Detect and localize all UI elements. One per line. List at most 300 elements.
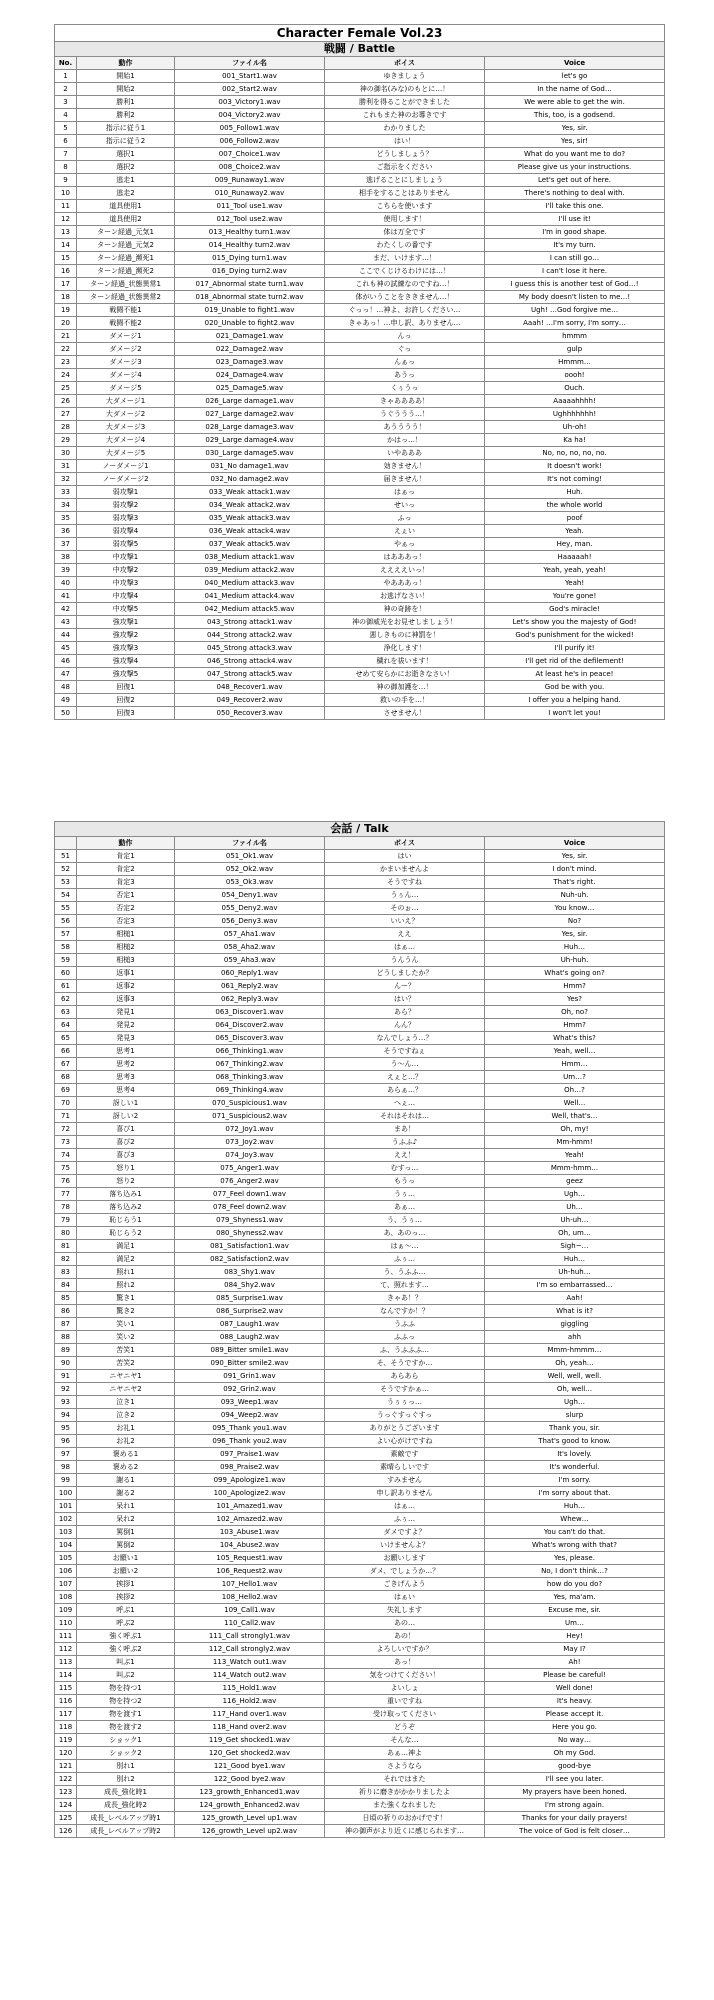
cell-voice-en: slurp — [485, 1409, 665, 1422]
cell-action: ニヤニヤ1 — [77, 1370, 175, 1383]
cell-no: 11 — [55, 200, 77, 213]
table-row — [55, 1201, 665, 1214]
cell-voice-en: Um… — [485, 1617, 665, 1630]
table-row — [55, 668, 665, 681]
cell-voice-en: God's miracle! — [485, 603, 665, 616]
cell-voice-en: Hmm? — [485, 980, 665, 993]
cell-voice-jp: そ、そうですか… — [325, 1357, 485, 1370]
cell-voice-jp: いやあああ — [325, 447, 485, 460]
cell-voice-en: No? — [485, 915, 665, 928]
cell-file: 072_Joy1.wav — [175, 1123, 325, 1136]
cell-no: 1 — [55, 70, 77, 83]
battle-table-sheet — [54, 24, 664, 720]
cell-file: 103_Abuse1.wav — [175, 1526, 325, 1539]
cell-voice-jp: やあああっ！ — [325, 577, 485, 590]
table-row — [55, 317, 665, 330]
cell-no: 75 — [55, 1162, 77, 1175]
cell-no: 115 — [55, 1682, 77, 1695]
cell-action: 泣き1 — [77, 1396, 175, 1409]
cell-voice-en: Well… — [485, 1097, 665, 1110]
cell-file: 062_Reply3.wav — [175, 993, 325, 1006]
table-row — [55, 876, 665, 889]
table-row — [55, 1682, 665, 1695]
cell-file: 100_Apologize2.wav — [175, 1487, 325, 1500]
cell-file: 064_Discover2.wav — [175, 1019, 325, 1032]
cell-voice-en: I guess this is another test of God…! — [485, 278, 665, 291]
cell-file: 078_Feel down2.wav — [175, 1201, 325, 1214]
cell-voice-jp: あうううう！ — [325, 421, 485, 434]
table-row — [55, 83, 665, 96]
cell-no: 41 — [55, 590, 77, 603]
cell-no: 89 — [55, 1344, 77, 1357]
cell-action: 選択1 — [77, 148, 175, 161]
cell-action: 開始1 — [77, 70, 175, 83]
cell-no: 27 — [55, 408, 77, 421]
table-row — [55, 1773, 665, 1786]
table-row — [55, 551, 665, 564]
cell-action: 道具使用1 — [77, 200, 175, 213]
cell-voice-en: Hey, man. — [485, 538, 665, 551]
cell-voice-jp: あの！ — [325, 1630, 485, 1643]
cell-file: 107_Hello1.wav — [175, 1578, 325, 1591]
cell-voice-jp: ありがとうございます — [325, 1422, 485, 1435]
cell-action: 中攻撃3 — [77, 577, 175, 590]
cell-no: 79 — [55, 1214, 77, 1227]
cell-no: 118 — [55, 1721, 77, 1734]
cell-action: 選択2 — [77, 161, 175, 174]
cell-action: 物を渡す2 — [77, 1721, 175, 1734]
table-row — [55, 161, 665, 174]
cell-action: 弱攻撃4 — [77, 525, 175, 538]
column-header-row — [55, 837, 665, 850]
cell-voice-en: I'm sorry. — [485, 1474, 665, 1487]
table-row — [55, 850, 665, 863]
table-row — [55, 109, 665, 122]
cell-action: 大ダメージ2 — [77, 408, 175, 421]
cell-file: 011_Tool use1.wav — [175, 200, 325, 213]
cell-action: 指示に従う2 — [77, 135, 175, 148]
table-row — [55, 265, 665, 278]
cell-no: 15 — [55, 252, 77, 265]
cell-file: 005_Follow1.wav — [175, 122, 325, 135]
cell-action: 勝利1 — [77, 96, 175, 109]
cell-no: 94 — [55, 1409, 77, 1422]
cell-voice-en: Nuh-uh. — [485, 889, 665, 902]
cell-action: 恥じらう2 — [77, 1227, 175, 1240]
table-row — [55, 421, 665, 434]
cell-voice-en: That's right. — [485, 876, 665, 889]
cell-action: 叫ぶ2 — [77, 1669, 175, 1682]
cell-no: 123 — [55, 1786, 77, 1799]
cell-no: 90 — [55, 1357, 77, 1370]
cell-file: 115_Hold1.wav — [175, 1682, 325, 1695]
cell-file: 028_Large damage3.wav — [175, 421, 325, 434]
cell-voice-jp: ええ！ — [325, 1149, 485, 1162]
cell-action: 否定1 — [77, 889, 175, 902]
table-row — [55, 1214, 665, 1227]
cell-action: 強攻撃4 — [77, 655, 175, 668]
cell-voice-en: No way… — [485, 1734, 665, 1747]
cell-no: 116 — [55, 1695, 77, 1708]
cell-file: 019_Unable to fight1.wav — [175, 304, 325, 317]
cell-voice-en: At least he's in peace! — [485, 668, 665, 681]
cell-voice-jp: よいしょ — [325, 1682, 485, 1695]
table-row — [55, 902, 665, 915]
cell-action: 喜び2 — [77, 1136, 175, 1149]
cell-voice-en: Huh… — [485, 1500, 665, 1513]
cell-voice-jp: 神の御加護を…！ — [325, 681, 485, 694]
cell-file: 060_Reply1.wav — [175, 967, 325, 980]
table-row — [55, 629, 665, 642]
cell-file: 003_Victory1.wav — [175, 96, 325, 109]
cell-action: 謝る2 — [77, 1487, 175, 1500]
cell-no: 98 — [55, 1461, 77, 1474]
table-row — [55, 1058, 665, 1071]
table-row — [55, 330, 665, 343]
cell-voice-jp: 重いですね — [325, 1695, 485, 1708]
cell-no: 35 — [55, 512, 77, 525]
cell-file: 055_Deny2.wav — [175, 902, 325, 915]
cell-voice-en: The voice of God is felt closer… — [485, 1825, 665, 1838]
cell-no: 33 — [55, 486, 77, 499]
cell-no: 84 — [55, 1279, 77, 1292]
cell-voice-jp: 効きません！ — [325, 460, 485, 473]
cell-no: 45 — [55, 642, 77, 655]
cell-file: 014_Healthy turn2.wav — [175, 239, 325, 252]
cell-voice-en: Hey! — [485, 1630, 665, 1643]
cell-no: 55 — [55, 902, 77, 915]
cell-voice-en: I don't mind. — [485, 863, 665, 876]
cell-no: 102 — [55, 1513, 77, 1526]
cell-voice-en: What's this? — [485, 1032, 665, 1045]
cell-voice-en: It's wonderful. — [485, 1461, 665, 1474]
table-row — [55, 694, 665, 707]
cell-voice-jp: う～ん… — [325, 1058, 485, 1071]
table-row — [55, 1786, 665, 1799]
cell-voice-jp: 神の御威光をお見せしましょう！ — [325, 616, 485, 629]
table-row — [55, 1279, 665, 1292]
table-row — [55, 1383, 665, 1396]
cell-voice-en: Ouch. — [485, 382, 665, 395]
cell-action: 満足1 — [77, 1240, 175, 1253]
cell-no: 104 — [55, 1539, 77, 1552]
header-voice-jp: ボイス — [325, 837, 485, 850]
cell-voice-jp: て、照れます… — [325, 1279, 485, 1292]
cell-voice-jp: 祈りに磨きがかかりましたよ — [325, 1786, 485, 1799]
cell-voice-en: Oh my God. — [485, 1747, 665, 1760]
cell-voice-jp: 勝利を得ることができました — [325, 96, 485, 109]
cell-voice-jp: あぁ…神よ — [325, 1747, 485, 1760]
cell-voice-en: Huh. — [485, 486, 665, 499]
cell-voice-jp: うふふ♪ — [325, 1136, 485, 1149]
cell-voice-jp: う、うぅ… — [325, 1214, 485, 1227]
cell-voice-jp: ご指示をください — [325, 161, 485, 174]
table-row — [55, 1565, 665, 1578]
cell-action: 落ち込み2 — [77, 1201, 175, 1214]
table-row — [55, 1500, 665, 1513]
cell-file: 068_Thinking3.wav — [175, 1071, 325, 1084]
cell-no: 61 — [55, 980, 77, 993]
table-row — [55, 1422, 665, 1435]
table-row — [55, 642, 665, 655]
cell-voice-en: Please accept it. — [485, 1708, 665, 1721]
table-row — [55, 1721, 665, 1734]
cell-voice-jp: 神の御名(みな)のもとに…！ — [325, 83, 485, 96]
cell-file: 030_Large damage5.wav — [175, 447, 325, 460]
cell-voice-en: I'll get rid of the defilement! — [485, 655, 665, 668]
cell-file: 020_Unable to fight2.wav — [175, 317, 325, 330]
cell-voice-jp: あ、あのっ… — [325, 1227, 485, 1240]
cell-file: 043_Strong attack1.wav — [175, 616, 325, 629]
cell-voice-jp: 穢れを祓います！ — [325, 655, 485, 668]
cell-voice-jp: こちらを使います — [325, 200, 485, 213]
cell-voice-en: how do you do? — [485, 1578, 665, 1591]
cell-voice-jp: んん？ — [325, 1019, 485, 1032]
cell-voice-jp: どうしましょう？ — [325, 148, 485, 161]
cell-action: 苦笑2 — [77, 1357, 175, 1370]
cell-no: 80 — [55, 1227, 77, 1240]
cell-file: 124_growth_Enhanced2.wav — [175, 1799, 325, 1812]
cell-file: 017_Abnormal state turn1.wav — [175, 278, 325, 291]
cell-voice-en: I'll take this one. — [485, 200, 665, 213]
cell-voice-jp: くぅうっ — [325, 382, 485, 395]
cell-voice-jp: う、うふふ… — [325, 1266, 485, 1279]
cell-no: 23 — [55, 356, 77, 369]
table-row — [55, 200, 665, 213]
cell-file: 091_Grin1.wav — [175, 1370, 325, 1383]
header-voice-jp: ボイス — [325, 57, 485, 70]
cell-voice-jp: かまいませんよ — [325, 863, 485, 876]
cell-no: 108 — [55, 1591, 77, 1604]
cell-voice-en: let's go — [485, 70, 665, 83]
cell-voice-jp: あぁ… — [325, 1201, 485, 1214]
cell-file: 122_Good bye2.wav — [175, 1773, 325, 1786]
cell-action: 物を持つ1 — [77, 1682, 175, 1695]
table-row — [55, 590, 665, 603]
table-row — [55, 1006, 665, 1019]
cell-action: 喜び1 — [77, 1123, 175, 1136]
cell-file: 002_Start2.wav — [175, 83, 325, 96]
cell-voice-en: It's not coming! — [485, 473, 665, 486]
cell-file: 126_growth_Level up2.wav — [175, 1825, 325, 1838]
cell-no: 110 — [55, 1617, 77, 1630]
cell-file: 056_Deny3.wav — [175, 915, 325, 928]
cell-voice-en: Mmm-hmmm… — [485, 1344, 665, 1357]
table-row — [55, 473, 665, 486]
cell-action: ダメージ5 — [77, 382, 175, 395]
cell-action: 呼ぶ2 — [77, 1617, 175, 1630]
cell-file: 048_Recover1.wav — [175, 681, 325, 694]
cell-voice-jp: 受け取ってください — [325, 1708, 485, 1721]
cell-file: 042_Medium attack5.wav — [175, 603, 325, 616]
cell-voice-jp: どうぞ — [325, 1721, 485, 1734]
table-row — [55, 928, 665, 941]
header-voice-en: Voice — [485, 57, 665, 70]
cell-file: 001_Start1.wav — [175, 70, 325, 83]
cell-voice-en: Oh, well… — [485, 1383, 665, 1396]
cell-action: 指示に従う1 — [77, 122, 175, 135]
cell-no: 106 — [55, 1565, 77, 1578]
cell-no: 25 — [55, 382, 77, 395]
cell-voice-en: Excuse me, sir. — [485, 1604, 665, 1617]
cell-voice-en: My body doesn't listen to me…! — [485, 291, 665, 304]
cell-voice-jp: きゃあっ！…申し訳、ありません… — [325, 317, 485, 330]
cell-voice-en: Let's get out of here. — [485, 174, 665, 187]
cell-file: 007_Choice1.wav — [175, 148, 325, 161]
table-row — [55, 135, 665, 148]
cell-file: 073_Joy2.wav — [175, 1136, 325, 1149]
cell-no: 62 — [55, 993, 77, 1006]
cell-voice-en: I won't let you! — [485, 707, 665, 720]
table-row — [55, 174, 665, 187]
cell-file: 069_Thinking4.wav — [175, 1084, 325, 1097]
cell-voice-jp: きゃあ！？ — [325, 1292, 485, 1305]
table-row — [55, 1526, 665, 1539]
table-row — [55, 499, 665, 512]
talk-table — [54, 821, 665, 1838]
table-row — [55, 1461, 665, 1474]
cell-voice-jp: うぅぅっ… — [325, 1396, 485, 1409]
cell-file: 084_Shy2.wav — [175, 1279, 325, 1292]
table-row — [55, 1162, 665, 1175]
table-row — [55, 304, 665, 317]
cell-file: 037_Weak attack5.wav — [175, 538, 325, 551]
cell-no: 34 — [55, 499, 77, 512]
table-row — [55, 1578, 665, 1591]
cell-voice-jp: 逃げることにしましょう — [325, 174, 485, 187]
cell-action: 強く呼ぶ1 — [77, 1630, 175, 1643]
table-row — [55, 512, 665, 525]
cell-no: 113 — [55, 1656, 77, 1669]
cell-action: 笑い1 — [77, 1318, 175, 1331]
cell-no: 5 — [55, 122, 77, 135]
cell-voice-en: Oh…? — [485, 1084, 665, 1097]
cell-voice-jp: むすっ… — [325, 1162, 485, 1175]
cell-file: 040_Medium attack3.wav — [175, 577, 325, 590]
cell-no: 48 — [55, 681, 77, 694]
cell-no: 58 — [55, 941, 77, 954]
cell-voice-en: oooh! — [485, 369, 665, 382]
cell-file: 016_Dying turn2.wav — [175, 265, 325, 278]
cell-file: 083_Shy1.wav — [175, 1266, 325, 1279]
cell-no: 43 — [55, 616, 77, 629]
table-row — [55, 486, 665, 499]
cell-no: 120 — [55, 1747, 77, 1760]
cell-no: 126 — [55, 1825, 77, 1838]
cell-voice-en: May I? — [485, 1643, 665, 1656]
cell-no: 31 — [55, 460, 77, 473]
cell-no: 107 — [55, 1578, 77, 1591]
cell-voice-jp: ふふっ — [325, 1331, 485, 1344]
cell-no: 71 — [55, 1110, 77, 1123]
table-row — [55, 1032, 665, 1045]
cell-voice-jp: はい！ — [325, 135, 485, 148]
cell-file: 105_Request1.wav — [175, 1552, 325, 1565]
cell-voice-jp: 日頃の祈りのおかげです！ — [325, 1812, 485, 1825]
cell-voice-jp: あっ！ — [325, 1656, 485, 1669]
cell-action: 罵倒2 — [77, 1539, 175, 1552]
cell-action: ダメージ2 — [77, 343, 175, 356]
cell-action: 訝しい2 — [77, 1110, 175, 1123]
cell-voice-jp: そのぉ… — [325, 902, 485, 915]
cell-action: 喜び3 — [77, 1149, 175, 1162]
cell-voice-en: Uh-huh. — [485, 954, 665, 967]
table-row — [55, 96, 665, 109]
cell-file: 099_Apologize1.wav — [175, 1474, 325, 1487]
cell-action: 回復2 — [77, 694, 175, 707]
cell-voice-en: Oh, my! — [485, 1123, 665, 1136]
cell-action: 成長_強化時1 — [77, 1786, 175, 1799]
cell-action: 戦闘不能1 — [77, 304, 175, 317]
cell-voice-en: Yeah. — [485, 525, 665, 538]
cell-action: ターン経過_元気1 — [77, 226, 175, 239]
cell-no: 38 — [55, 551, 77, 564]
cell-voice-en: I'll see you later. — [485, 1773, 665, 1786]
cell-no: 39 — [55, 564, 77, 577]
table-row — [55, 1123, 665, 1136]
cell-action: 別れ1 — [77, 1760, 175, 1773]
cell-file: 047_Strong attack5.wav — [175, 668, 325, 681]
cell-voice-en: Here you go. — [485, 1721, 665, 1734]
cell-voice-jp: やぁっ — [325, 538, 485, 551]
cell-no: 59 — [55, 954, 77, 967]
cell-no: 56 — [55, 915, 77, 928]
table-row — [55, 915, 665, 928]
cell-voice-en: Whew… — [485, 1513, 665, 1526]
cell-action: 返事3 — [77, 993, 175, 1006]
cell-file: 085_Surprise1.wav — [175, 1292, 325, 1305]
cell-no: 9 — [55, 174, 77, 187]
cell-no: 72 — [55, 1123, 77, 1136]
cell-voice-jp: ゆきましょう — [325, 70, 485, 83]
cell-voice-en: I'm in good shape. — [485, 226, 665, 239]
cell-file: 116_Hold2.wav — [175, 1695, 325, 1708]
cell-file: 081_Satisfaction1.wav — [175, 1240, 325, 1253]
table-row — [55, 1604, 665, 1617]
cell-action: 開始2 — [77, 83, 175, 96]
cell-no: 49 — [55, 694, 77, 707]
table-row — [55, 1812, 665, 1825]
cell-no: 20 — [55, 317, 77, 330]
cell-no: 14 — [55, 239, 77, 252]
table-row — [55, 148, 665, 161]
header-no: No. — [55, 57, 77, 70]
cell-voice-jp: わたくしの番です — [325, 239, 485, 252]
cell-action: 成長_レベルアップ時1 — [77, 1812, 175, 1825]
cell-file: 046_Strong attack4.wav — [175, 655, 325, 668]
cell-action: 相槌2 — [77, 941, 175, 954]
table-row — [55, 1357, 665, 1370]
cell-voice-jp: ええええいっ！ — [325, 564, 485, 577]
cell-voice-en: God's punishment for the wicked! — [485, 629, 665, 642]
cell-voice-jp: なんですか！？ — [325, 1305, 485, 1318]
cell-no: 66 — [55, 1045, 77, 1058]
cell-voice-jp: あらぁ…？ — [325, 1084, 485, 1097]
cell-file: 080_Shyness2.wav — [175, 1227, 325, 1240]
table-row — [55, 603, 665, 616]
cell-file: 102_Amazed2.wav — [175, 1513, 325, 1526]
table-row — [55, 434, 665, 447]
cell-voice-jp: あうっ — [325, 369, 485, 382]
cell-action: 思考4 — [77, 1084, 175, 1097]
section-title-battle: 戦闘 / Battle — [55, 42, 665, 57]
table-row — [55, 1552, 665, 1565]
cell-voice-en: Ugh! …God forgive me… — [485, 304, 665, 317]
battle-table — [54, 24, 665, 720]
table-row — [55, 577, 665, 590]
cell-action: 中攻撃2 — [77, 564, 175, 577]
cell-action: 謝る1 — [77, 1474, 175, 1487]
